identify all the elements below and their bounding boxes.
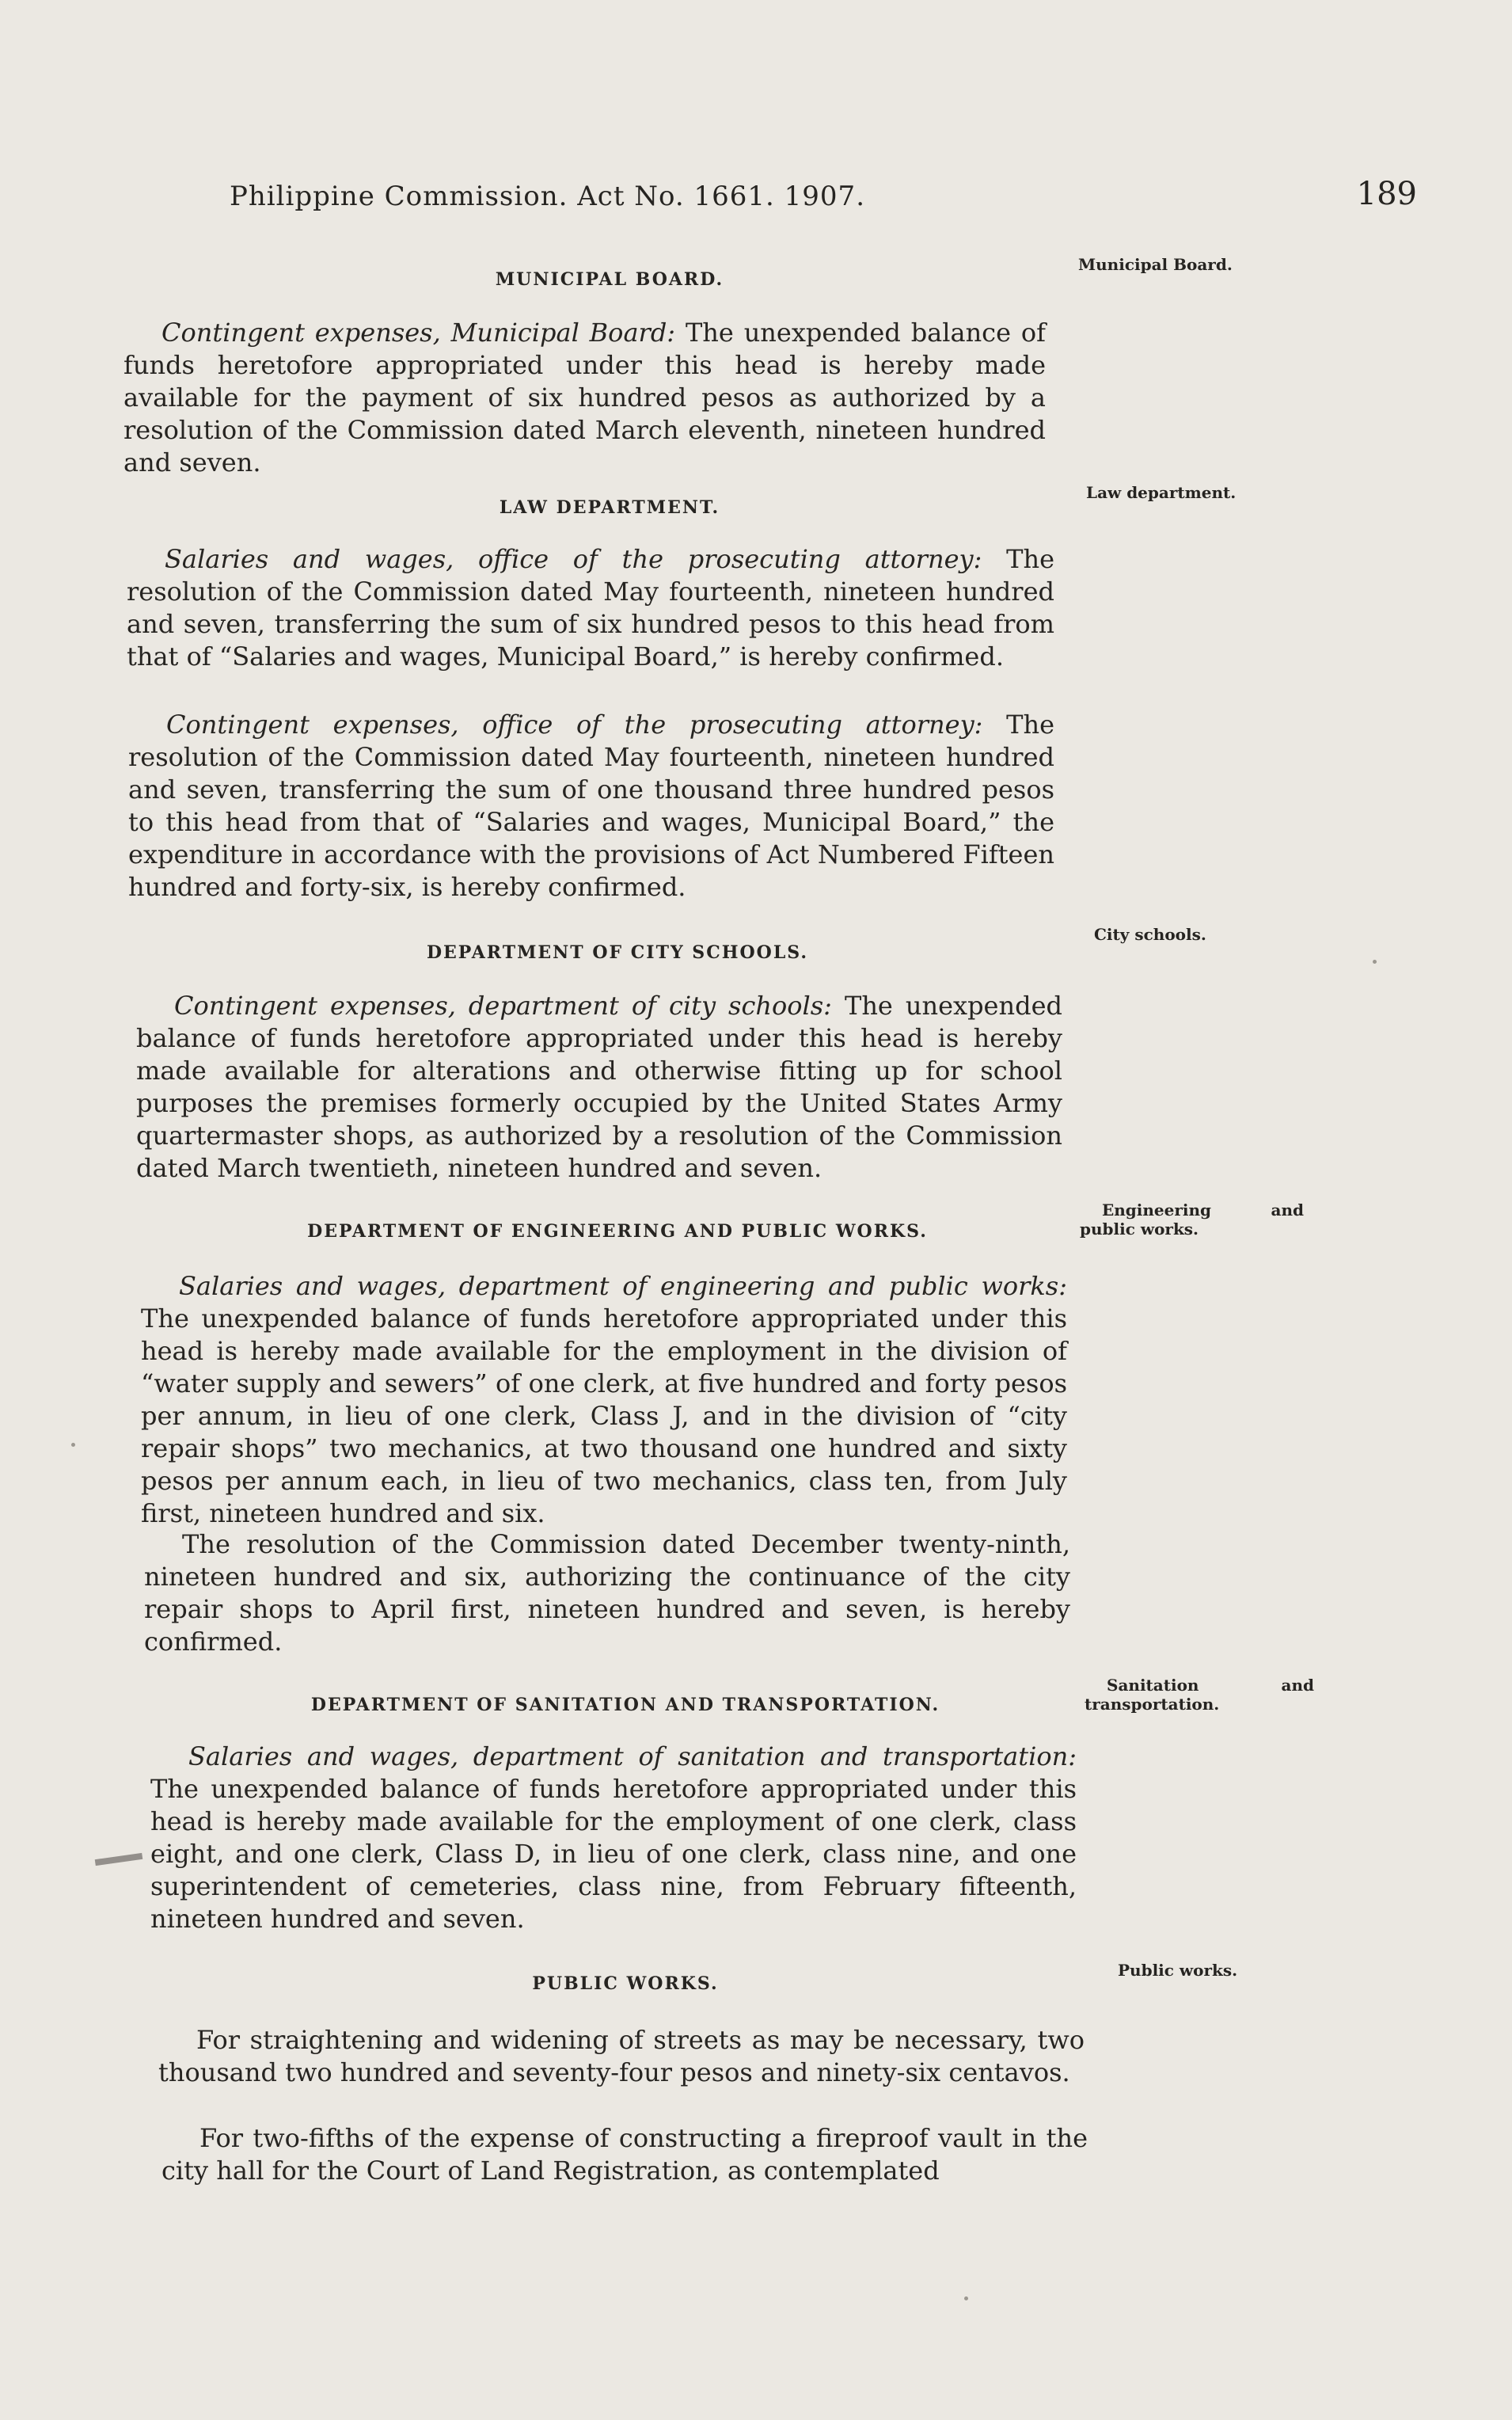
italic-lead: Contingent expenses, office of the prosecuting attorney: xyxy=(166,710,983,740)
heading-municipal-board: MUNICIPAL BOARD. xyxy=(495,269,724,290)
paragraph-text: The unexpended balance of funds heretofore appropriated under this head is hereby made available for the employment of one clerk, class eight, and one clerk, Class D, in lieu of one clerk, class nine, and one superintendent of cemeteries, class nine, from February fifteenth, nineteen hundred and seven. xyxy=(150,1774,1077,1934)
margin-note-line: Sanitation xyxy=(1107,1676,1199,1695)
italic-lead: Contingent expenses, Municipal Board: xyxy=(161,318,676,348)
ink-smudge xyxy=(95,1853,143,1866)
paragraph-text: The resolution of the Commission dated May fourteenth, nineteen hundred and seven, transferring the sum of one thousand three hundred pesos to this head from that of “Salaries and wages, Municipal Board,” the expenditure in accordance with the provisions of Act Numbered Fifteen hundred and forty-six, is hereby confirmed. xyxy=(128,710,1055,902)
margin-note-municipal-board: Municipal Board. xyxy=(1078,255,1233,274)
margin-note-line: public works. xyxy=(1080,1220,1199,1239)
heading-sanitation: DEPARTMENT OF SANITATION AND TRANSPORTATION. xyxy=(310,1695,940,1715)
paragraph-city-schools xyxy=(136,990,1062,1185)
scan-speck xyxy=(71,1443,75,1447)
paragraph-law-contingent xyxy=(128,709,1054,904)
italic-lead: Salaries and wages, department of engineering and public works: xyxy=(179,1271,1067,1301)
margin-note-law: Law department. xyxy=(1086,483,1237,502)
scan-speck xyxy=(964,2296,968,2300)
margin-note-engineering xyxy=(1070,1200,1304,1239)
margin-note-and: and xyxy=(1281,1676,1314,1695)
heading-city-schools: DEPARTMENT OF CITY SCHOOLS. xyxy=(426,942,809,963)
paragraph-law-salaries xyxy=(127,543,1054,673)
paragraph-text: The unexpended balance of funds heretofore appropriated under this head is hereby made available for the employment in the division of “water supply and sewers” of one clerk, at five hundred and forty pesos per annum, in lieu of one clerk, Class J, and in the division of “city repair shops” two mechanics, at two thousand one hundred and sixty pesos per annum each, in lieu of two mechanics, class ten, from July first, nineteen hundred and six. xyxy=(141,1303,1067,1528)
paragraph-sanitation xyxy=(150,1741,1077,1935)
margin-note-sanitation xyxy=(1085,1676,1314,1714)
paragraph-engineering-resolution: The resolution of the Commission dated December twenty-ninth, nineteen hundred and six, authorizing the continuance of the city repair shops to April first, nineteen hundred and seven, is hereby confirmed. xyxy=(144,1529,1070,1657)
margin-note-and: and xyxy=(1271,1200,1304,1220)
heading-public-works: PUBLIC WORKS. xyxy=(532,1973,719,1994)
paragraph-engineering-salaries xyxy=(141,1270,1067,1530)
margin-note-city-schools: City schools. xyxy=(1094,925,1206,944)
paragraph-text: The unexpended balance of funds heretofore appropriated under this head is hereby made available for the payment of six hundred pesos as authorized by a resolution of the Commission dated March eleventh, nineteen hundred and seven. xyxy=(123,318,1047,478)
running-head: Philippine Commission. Act No. 1661. 1907. xyxy=(230,181,865,212)
italic-lead: Salaries and wages, department of sanitation and transportation: xyxy=(188,1741,1077,1771)
paragraph-text: The unexpended balance of funds heretofore appropriated under this head is hereby made available for alterations and otherwise fitting up for school purposes the premises formerly occupied by the United States Army quartermaster shops, as authorized by a resolution of the Commission dated March twentieth, nineteen hundred and seven. xyxy=(136,991,1063,1183)
paragraph-municipal-board xyxy=(123,317,1046,479)
heading-engineering: DEPARTMENT OF ENGINEERING AND PUBLIC WORKS. xyxy=(307,1221,928,1242)
paragraph-public-works-streets: For straightening and widening of streets as may be necessary, two thousand two hundred and seventy-four pesos and ninety-six centavos. xyxy=(158,2025,1085,2087)
margin-note-public-works: Public works. xyxy=(1118,1961,1238,1980)
scan-speck xyxy=(1373,960,1377,964)
paragraph-public-works-vault: For two-fifths of the expense of constructing a fireproof vault in the city hall for the Court of Land Registration, as contemplated xyxy=(161,2123,1088,2186)
heading-law: LAW DEPARTMENT. xyxy=(499,497,720,518)
paragraph-text: The resolution of the Commission dated May fourteenth, nineteen hundred and seven, transferring the sum of six hundred pesos to this head from that of “Salaries and wages, Municipal Board,” is hereby confirmed. xyxy=(127,544,1055,672)
margin-note-line: transportation. xyxy=(1085,1695,1220,1714)
page-number: 189 xyxy=(1356,176,1417,212)
margin-note-line: Engineering xyxy=(1102,1200,1212,1220)
italic-lead: Contingent expenses, department of city schools: xyxy=(174,991,832,1021)
italic-lead: Salaries and wages, office of the prosecuting attorney: xyxy=(165,544,982,574)
